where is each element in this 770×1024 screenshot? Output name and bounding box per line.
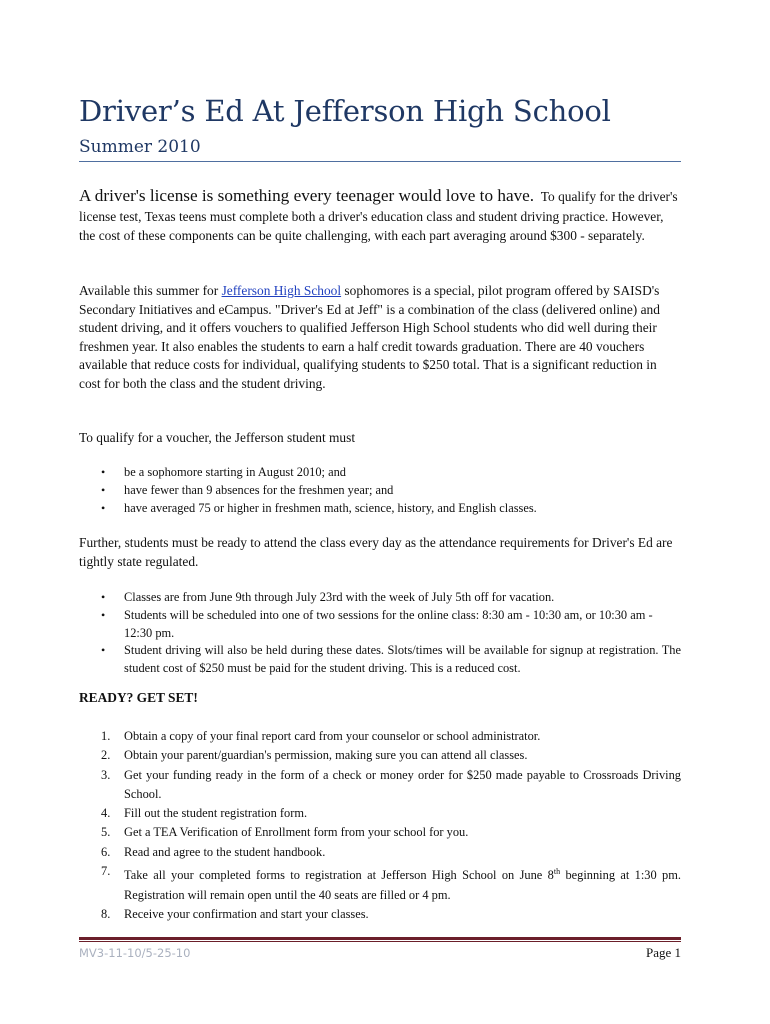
step-item bbox=[79, 823, 681, 842]
step-item bbox=[79, 766, 681, 805]
step-item bbox=[79, 804, 681, 823]
attendance-intro: Further, students must be ready to attend the class every day as the attendance requirements for Driver's Ed are tightly state regulated. bbox=[79, 535, 673, 569]
step-text: Obtain your parent/guardian's permission, making sure you can attend all classes. bbox=[124, 748, 528, 763]
step-item bbox=[79, 746, 681, 765]
jefferson-high-school-link[interactable]: Jefferson High School bbox=[221, 283, 342, 298]
list-item: • be a sophomore starting in August 2010; and bbox=[79, 463, 681, 481]
step-number: 8. bbox=[101, 906, 111, 921]
step-item bbox=[79, 862, 681, 905]
list-item: • Student driving will also be held during these dates. Slots/times will be available for signup at registration. The student cost of $250 must be paid for the student driving. This is a reduced cost. bbox=[79, 642, 681, 678]
step-text-before: Take all your completed forms to registration at Jefferson High School on June 8 bbox=[124, 868, 554, 883]
qualify-intro: To qualify for a voucher, the Jefferson student must bbox=[79, 430, 356, 445]
list-item: • have fewer than 9 absences for the freshmen year; and bbox=[79, 481, 681, 499]
footer-divider-thin bbox=[79, 941, 681, 942]
step-number: 6. bbox=[101, 844, 111, 859]
list-item: • have averaged 75 or higher in freshmen math, science, history, and English classes. bbox=[79, 499, 681, 517]
step-number: 3. bbox=[101, 767, 111, 782]
document-subtitle: Summer 2010 bbox=[79, 137, 201, 157]
ordinal-suffix: th bbox=[553, 867, 561, 877]
step-number: 1. bbox=[101, 729, 111, 743]
step-text-after: beginning at 1:30 pm. Registration will remain open until the 40 seats are filled or 4 pm. bbox=[124, 868, 681, 902]
program-paragraph bbox=[79, 282, 681, 394]
step-text: Get a TEA Verification of Enrollment form from your school for you. bbox=[124, 825, 469, 840]
page-number: Page 1 bbox=[645, 945, 681, 960]
attendance-list bbox=[79, 589, 681, 678]
qualify-list bbox=[79, 463, 681, 517]
step-item bbox=[79, 727, 681, 746]
title-divider bbox=[79, 161, 681, 162]
steps-heading: READY? GET SET! bbox=[79, 690, 198, 705]
step-number: 7. bbox=[101, 864, 111, 879]
program-before-link: Available this summer for bbox=[79, 283, 222, 298]
step-text: Read and agree to the student handbook. bbox=[124, 844, 326, 859]
step-text: Fill out the student registration form. bbox=[124, 806, 308, 821]
step-item bbox=[79, 843, 681, 862]
intro-rest: To qualify for the driver's license test, Texas teens must complete both a driver's education class and student driving practice. However, the cost of these components can be quite challenging, with each part averaging around $300 - separately. bbox=[79, 189, 678, 243]
step-item bbox=[79, 905, 681, 924]
step-number: 5. bbox=[101, 825, 111, 840]
steps-list bbox=[79, 727, 681, 924]
step-number: 4. bbox=[101, 806, 111, 821]
document-title: Driver’s Ed At Jefferson High School bbox=[79, 94, 611, 128]
step-text: Obtain a copy of your final report card from your counselor or school administrator. bbox=[124, 729, 541, 743]
step-text: Receive your confirmation and start your classes. bbox=[124, 906, 369, 921]
footer-divider-thick bbox=[79, 937, 681, 940]
intro-paragraph bbox=[79, 186, 681, 246]
document-code: MV3-11-10/5-25-10 bbox=[79, 946, 191, 960]
step-text: Get your funding ready in the form of a check or money order for $250 made payable to Crossroads Driving School. bbox=[124, 767, 681, 801]
intro-lead-sentence: A driver's license is something every teenager would love to have. bbox=[79, 186, 535, 205]
program-after-link: sophomores is a special, pilot program offered by SAISD's Secondary Initiatives and eCampus. "Driver's Ed at Jeff" is a combination of the class (delivered online) and student driving, and it offers vouchers to qualified Jefferson High School students who did well during their freshmen year. It also enables the students to earn a half credit towards graduation. There are 40 vouchers available that reduce costs for individual, qualifying students to $250 total. That is a significant reduction in cost for both the class and the student driving. bbox=[79, 283, 660, 391]
list-item: • Students will be scheduled into one of two sessions for the online class: 8:30 am - 10:30 am, or 10:30 am - 12:30 pm. bbox=[79, 607, 681, 643]
list-item: • Classes are from June 9th through July 23rd with the week of July 5th off for vacation. bbox=[79, 589, 681, 607]
step-number: 2. bbox=[101, 748, 111, 763]
